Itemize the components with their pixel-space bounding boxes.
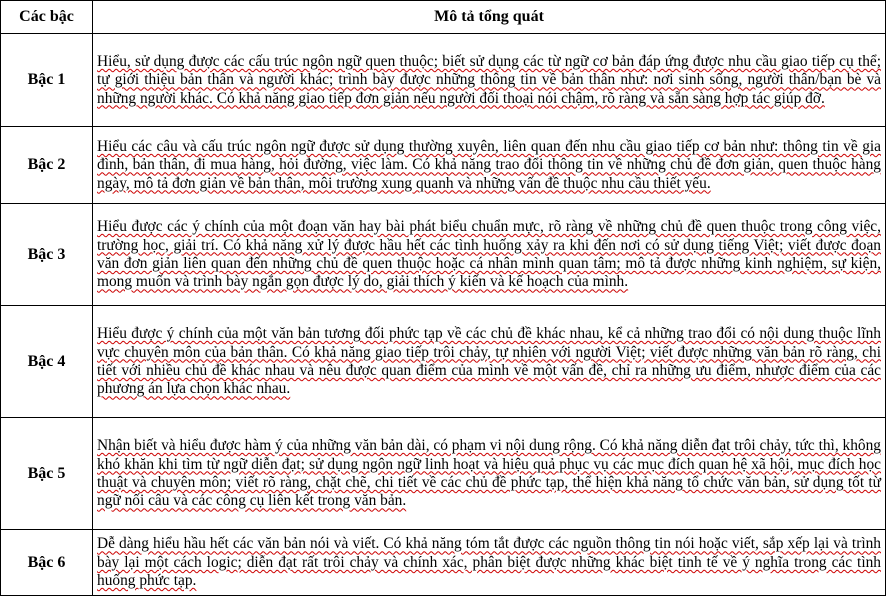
level-label: Bậc 3	[1, 204, 93, 306]
level-label: Bậc 4	[1, 306, 93, 418]
header-levels: Các bậc	[1, 1, 93, 34]
level-description: Nhận biết và hiểu được hàm ý của những văn bản dài, có phạm vi nội dung rộng. Có khả năng diễn đạt trôi chảy, tức thì, không khó khăn khi tìm từ ngữ diễn đạt; sử dụng ngôn ngữ linh hoạt và hiệu quả phục vụ các mục đích quan hệ xã hội, mục đích học thuật và chuyên môn; viết rõ ràng, chặt chẽ, chi tiết về các chủ đề phức tạp, thể hiện khả năng tổ chức văn bản, sử dụng tốt từ ngữ nối câu và các công cụ liên kết trong văn bản.	[93, 418, 886, 530]
level-label: Bậc 1	[1, 34, 93, 127]
level-description: Hiểu, sử dụng được các cấu trúc ngôn ngữ quen thuộc; biết sử dụng các từ ngữ cơ bản đáp ứng được nhu cầu giao tiếp cụ thể; tự giới thiệu bản thân và người khác; trình bày được những thông tin về bản thân như: nơi sinh sống, người thân/bạn bè và những người khác. Có khả năng giao tiếp đơn giản nếu người đối thoại nói chậm, rõ ràng và sẵn sàng hợp tác giúp đỡ.	[93, 34, 886, 127]
table-header-row	[1, 1, 886, 34]
table-row-level-1	[1, 34, 886, 127]
table-row-level-3	[1, 204, 886, 306]
table-row-level-4	[1, 306, 886, 418]
level-description: Hiểu các câu và cấu trúc ngôn ngữ được sử dụng thường xuyên, liên quan đến nhu cầu giao tiếp cơ bản như: thông tin về gia đình, bản thân, đi mua hàng, hỏi đường, việc làm. Có khả năng trao đổi thông tin về những chủ đề đơn giản, quen thuộc hàng ngày, mô tả đơn giản về bản thân, môi trường xung quanh và những vấn đề thuộc nhu cầu thiết yếu.	[93, 127, 886, 204]
level-description: Hiểu được các ý chính của một đoạn văn hay bài phát biểu chuẩn mực, rõ ràng về những chủ đề quen thuộc trong công việc, trường học, giải trí. Có khả năng xử lý được hầu hết các tình huống xảy ra khi đến nơi có sử dụng tiếng Việt; viết được đoạn văn đơn giản liên quan đến những chủ đề quen thuộc hoặc cá nhân mình quan tâm; mô tả được những kinh nghiệm, sự kiện, mong muốn và trình bày ngắn gọn được lý do, giải thích ý kiến và kế hoạch của mình.	[93, 204, 886, 306]
table-row-level-5	[1, 418, 886, 530]
header-description: Mô tả tổng quát	[93, 1, 886, 34]
level-label: Bậc 6	[1, 530, 93, 596]
level-description: Dễ dàng hiểu hầu hết các văn bản nói và viết. Có khả năng tóm tắt được các nguồn thông tin nói hoặc viết, sắp xếp lại và trình bày lại một cách logic; diễn đạt rất trôi chảy và chính xác, phân biệt được những khác biệt tinh tế về ý nghĩa trong các tình huống phức tạp.	[93, 530, 886, 596]
table-row-level-6	[1, 530, 886, 596]
level-description: Hiểu được ý chính của một văn bản tương đối phức tạp về các chủ đề khác nhau, kể cả những trao đổi có nội dung thuộc lĩnh vực chuyên môn của bản thân. Có khả năng giao tiếp trôi chảy, tự nhiên với người Việt; viết được những văn bản rõ ràng, chi tiết với nhiều chủ đề khác nhau và nêu được quan điểm của mình về một vấn đề, chỉ ra những ưu điểm, nhược điểm của các phương án lựa chọn khác nhau.	[93, 306, 886, 418]
level-label: Bậc 2	[1, 127, 93, 204]
level-label: Bậc 5	[1, 418, 93, 530]
table-row-level-2	[1, 127, 886, 204]
